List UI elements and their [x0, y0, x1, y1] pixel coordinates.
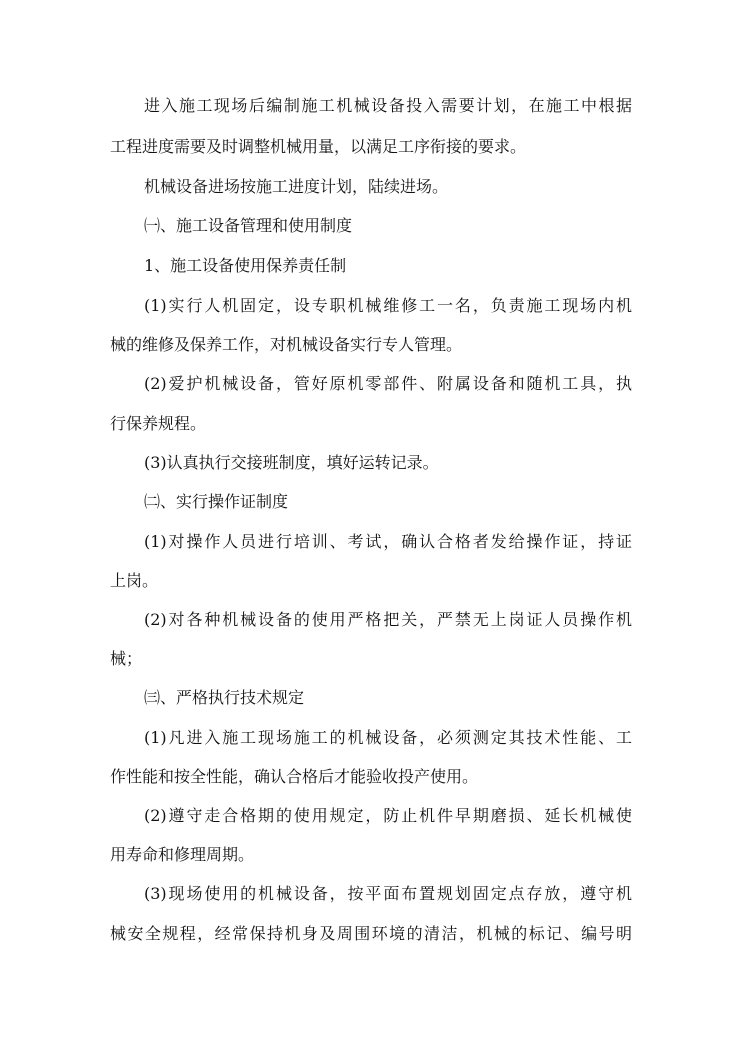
section-heading-3: ㈢、严格执行技术规定 [144, 688, 305, 707]
section-heading-1: ㈠、施工设备管理和使用制度 [144, 216, 353, 235]
item-3-1-line-2: 作性能和按全性能，确认合格后才能验收投产使用。 [110, 767, 479, 786]
item-1-1-line-2: 械的维修及保养工作，对机械设备实行专人管理。 [110, 335, 463, 354]
item-1-3: (3)认真执行交接班制度，填好运转记录。 [144, 453, 439, 472]
paragraph-1-line-2: 工程进度需要及时调整机械用量，以满足工序衔接的要求。 [110, 137, 527, 156]
item-1-1-line-1: (1)实行人机固定，设专职机械维修工一名，负责施工现场内机 [144, 296, 632, 315]
subsection-heading-1: 1、施工设备使用保养责任制 [144, 256, 347, 275]
item-3-3-line-2: 械安全规程，经常保持机身及周围环境的清洁，机械的标记、编号明 [110, 924, 632, 943]
item-3-3-line-1: (3)现场使用的机械设备，按平面布置规划固定点存放，遵守机 [144, 884, 632, 903]
item-2-1-line-2: 上岗。 [110, 571, 159, 590]
item-3-2-line-2: 用寿命和修理周期。 [110, 845, 255, 864]
item-1-2-line-2: 行保养规程。 [110, 414, 207, 433]
section-heading-2: ㈡、实行操作证制度 [144, 492, 289, 511]
item-2-2-line-2: 械； [110, 649, 143, 668]
paragraph-1-line-1: 进入施工现场后编制施工机械设备投入需要计划，在施工中根据 [144, 96, 632, 115]
item-3-1-line-1: (1)凡进入施工现场施工的机械设备，必须测定其技术性能、工 [144, 728, 632, 747]
paragraph-2: 机械设备进场按施工进度计划，陆续进场。 [144, 177, 449, 196]
item-2-1-line-1: (1)对操作人员进行培训、考试，确认合格者发给操作证，持证 [144, 532, 632, 551]
item-3-2-line-1: (2)遵守走合格期的使用规定，防止机件早期磨损、延长机械使 [144, 806, 632, 825]
item-1-2-line-1: (2)爱护机械设备，管好原机零部件、附属设备和随机工具，执 [144, 374, 632, 393]
item-2-2-line-1: (2)对各种机械设备的使用严格把关，严禁无上岗证人员操作机 [144, 610, 632, 629]
